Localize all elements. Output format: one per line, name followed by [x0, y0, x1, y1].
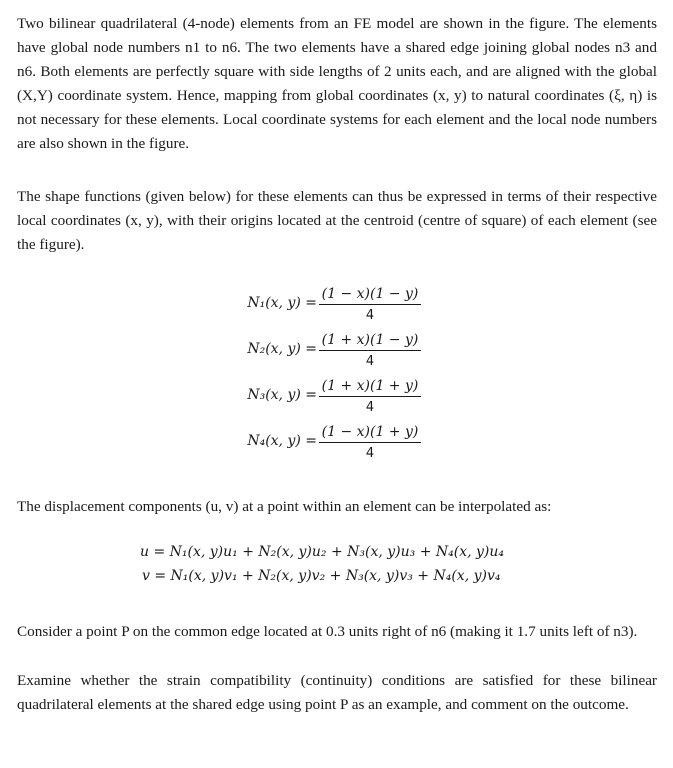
shape-function-n3	[0, 377, 673, 421]
equation-fraction	[319, 377, 421, 417]
equation-lhs: N₂(x, y) =	[247, 341, 317, 357]
fraction-bar	[319, 350, 421, 351]
fraction-denominator: 4	[365, 354, 375, 369]
fraction-denominator: 4	[365, 308, 375, 323]
equation-fraction	[319, 423, 421, 463]
u-interpolation-equation: u = N₁(x, y)u₁ + N₂(x, y)u₂ + N₃(x, y)u₃ + N₄(x, y)u₄	[140, 544, 505, 560]
fraction-bar	[319, 396, 421, 397]
point-p-paragraph: Consider a point P on the common edge located at 0.3 units right of n6 (making it 1.7 units left of n3).	[17, 623, 638, 640]
fraction-numerator: (1 − x)(1 + y)	[321, 424, 419, 440]
fraction-bar	[319, 442, 421, 443]
fraction-bar	[319, 304, 421, 305]
equation-fraction	[319, 331, 421, 371]
v-interpolation-equation: v = N₁(x, y)v₁ + N₂(x, y)v₂ + N₃(x, y)v₃ + N₄(x, y)v₄	[142, 568, 501, 584]
equation-lhs: N₄(x, y) =	[247, 433, 317, 449]
interpolation-intro: The displacement components (u, v) at a point within an element can be interpolated as:	[17, 498, 552, 515]
equation-lhs: N₁(x, y) =	[247, 295, 317, 311]
shape-functions-intro: The shape functions (given below) for these elements can thus be expressed in terms of their respective local coordinates (x, y), with their origins located at the centroid (centre of square) of each element (see the figure).	[17, 188, 657, 253]
question-paragraph: Examine whether the strain compatibility (continuity) conditions are satisfied for these bilinear quadrilateral elements at the shared edge using point P as an example, and comment on the outcome.	[17, 672, 657, 713]
fraction-numerator: (1 − x)(1 − y)	[321, 286, 419, 302]
shape-function-n2	[0, 331, 673, 375]
fraction-numerator: (1 + x)(1 + y)	[321, 378, 419, 394]
equation-fraction	[319, 285, 421, 325]
intro-paragraph: Two bilinear quadrilateral (4-node) elements from an FE model are shown in the figure. The elements have global node numbers n1 to n6. The two elements have a shared edge joining global nodes n3 and n6. Both elements are perfectly square with side lengths of 2 units each, and are aligned with the global (X,Y) coordinate system. Hence, mapping from global coordinates (x, y) to natural coordinates (ξ, η) is not necessary for these elements. Local coordinate systems for each element and the local node numbers are also shown in the figure.	[17, 15, 657, 152]
fraction-denominator: 4	[365, 446, 375, 461]
interpolation-equations	[140, 540, 640, 588]
fraction-numerator: (1 + x)(1 − y)	[321, 332, 419, 348]
equation-lhs: N₃(x, y) =	[247, 387, 317, 403]
shape-function-n1	[0, 285, 673, 329]
fraction-denominator: 4	[365, 400, 375, 415]
shape-function-n4	[0, 423, 673, 467]
